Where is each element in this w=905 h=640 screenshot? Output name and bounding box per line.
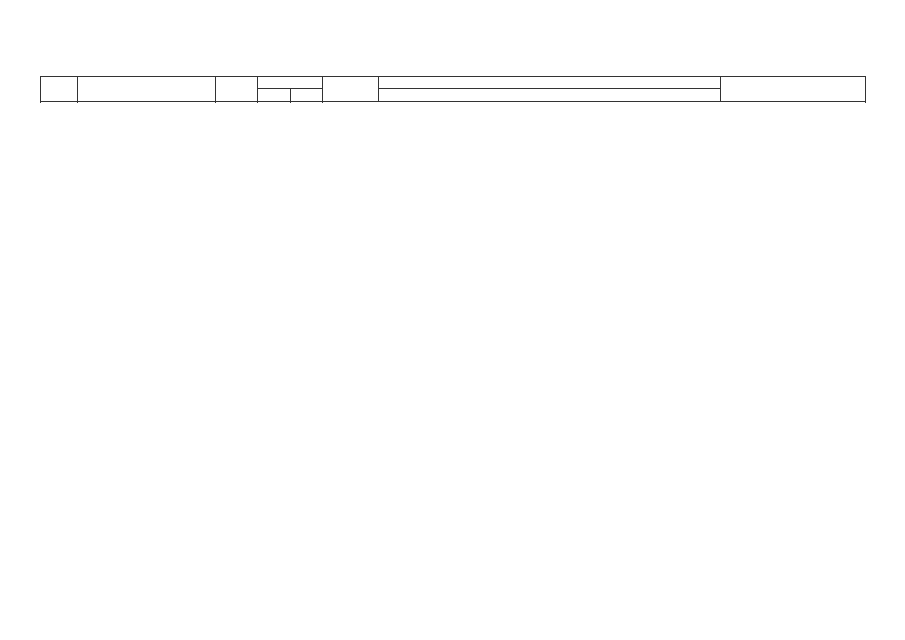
- header-sources: [323, 77, 379, 102]
- header-volume-spacer: [379, 89, 721, 102]
- header-name: [78, 77, 216, 102]
- header-term-start: [257, 89, 290, 102]
- header-result: [721, 77, 866, 102]
- header-volume: [379, 77, 721, 89]
- header-term: [257, 77, 323, 89]
- header-num: [41, 77, 78, 102]
- header-capacity: [216, 77, 257, 102]
- header-term-end: [290, 89, 323, 102]
- financing-table: [40, 76, 866, 102]
